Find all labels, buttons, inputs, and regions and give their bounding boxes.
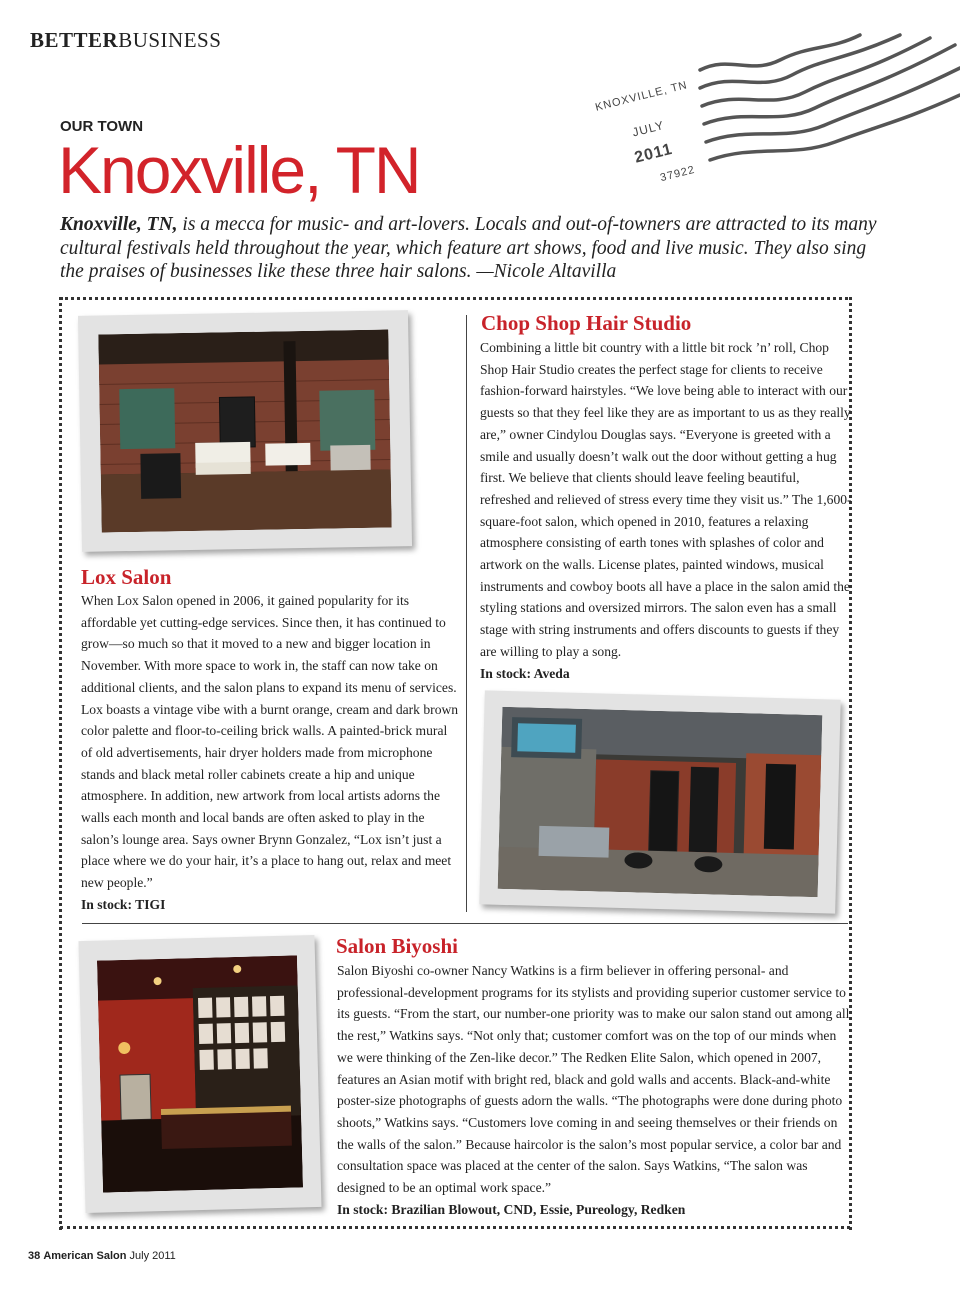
dotted-border-left	[59, 297, 62, 1230]
biyoshi-text: Salon Biyoshi co-owner Nancy Watkins is a firm believer in offering personal- and professional-development programs for its stylists and providing superior customer service to its guests. “From the start, our number-one priority was to make our salon stand out among all the rest,” Watkins says. “Not only that; customer comfort was on the top of our minds when we were thinking of the Zen-like decor.” The Redken Elite Salon, which opened in 2007, features an Asian motif with bright red, black and gold walls and accents. Black-and-white poster-size photographs of guests adorn the walls. “The photographs were done during photo shoots,” Watkins says. “Customers love coming in and seeing themselves or their friends on the walls of the salon.” Because haircolor is the salon’s most popular service, a color bar and consultation space was placed at the center of the salon. Says Watkins, “The salon was designed to be an optimal work space.”	[337, 963, 850, 1196]
chop-shop-body	[480, 337, 852, 684]
intro-lead: Knoxville, TN,	[60, 214, 178, 235]
stamp-zip: 37922	[658, 163, 697, 185]
intro-text: is a mecca for music- and art-lovers. Locals and out-of-towners are attracted to its many cultural festivals held throughout the year, which feature art shows, food and live music. They also sing the praises of businesses like these three hair salons. —Nicole Altavilla	[60, 214, 877, 282]
stamp-month: JULY	[630, 118, 666, 140]
section-label-light: BUSINESS	[118, 28, 222, 52]
issue-date: July 2011	[129, 1250, 176, 1262]
magazine-name: American Salon	[43, 1250, 127, 1262]
page-title: Knoxville, TN	[58, 133, 420, 207]
lox-salon-text: When Lox Salon opened in 2006, it gained popularity for its affordable yet cutting-edge services. Since then, it has continued to grow—so much so that it moved to a new and bigger location in November. With more space to work in, the staff can now take on additional clients, and the salon plans to expand its menu of services. Lox boasts a vintage vibe with a burnt orange, cream and dark brown color palette and floor-to-ceiling brick walls. A painted-brick mural of old advertisements, hair dryer holders made from microphone stands and black metal roller cabinets create a hip and unique atmosphere. In addition, new artwork from local artists adorns the walls each month and local bands are often asked to play in the salon’s lounge area. Says owner Brynn Gonzalez, “Lox isn’t just a place where we do your hair, it’s a place to hang out, relax and meet new people.”	[81, 593, 459, 891]
lox-salon-body	[81, 590, 459, 916]
biyoshi-stock: In stock: Brazilian Blowout, CND, Essie, Pureology, Redken	[337, 1201, 686, 1217]
stamp-city: KNOXVILLE, TN	[594, 79, 689, 114]
column-divider	[466, 315, 467, 912]
intro-paragraph	[60, 213, 880, 284]
page-footer	[28, 1250, 176, 1262]
section-divider	[82, 923, 848, 924]
dotted-border-bottom	[60, 1226, 850, 1229]
kicker: OUR TOWN	[60, 118, 144, 135]
chop-shop-photo	[498, 707, 823, 897]
biyoshi-salon-photo	[97, 955, 303, 1192]
lox-salon-stock: In stock: TIGI	[81, 896, 166, 912]
chop-shop-heading: Chop Shop Hair Studio	[481, 311, 692, 335]
section-label	[30, 28, 221, 53]
section-label-bold: BETTER	[30, 28, 119, 52]
chop-shop-photo-frame	[479, 690, 840, 913]
dotted-border-top	[60, 297, 848, 300]
postmark-stamp	[560, 30, 960, 230]
lox-salon-photo	[98, 329, 391, 532]
lox-salon-heading: Lox Salon	[81, 565, 172, 589]
biyoshi-photo-frame	[78, 935, 321, 1213]
chop-shop-stock: In stock: Aveda	[480, 665, 570, 681]
stamp-year: 2011	[632, 140, 675, 167]
chop-shop-text: Combining a little bit country with a little bit rock ’n’ roll, Chop Shop Hair Studio creates the perfect stage for clients to receive fashion-forward hairstyles. “We love being able to interact with our guests so that they feel like they are as important to us as they really are,” owner Cindylou Douglas says. “Everyone is greeted with a smile and usually doesn’t walk out the door without getting a hug first. We believe that clients should leave feeling beautiful, refreshed and relieved of stress every time they visit us.” The 1,600-square-foot salon, which opened in 2010, features a relaxing atmosphere consisting of earth tones with splashes of color and artwork on the walls. License plates, painted windows, musical instruments and cowboy boots all have a place in the salon amid the styling stations and oversized mirrors. The salon even has a small stage with string instruments and offers discounts to guests if they are willing to play a song.	[480, 340, 852, 659]
biyoshi-body	[337, 960, 851, 1220]
biyoshi-heading: Salon Biyoshi	[336, 934, 458, 958]
page-number: 38	[28, 1250, 41, 1262]
lox-photo-frame	[78, 310, 412, 552]
